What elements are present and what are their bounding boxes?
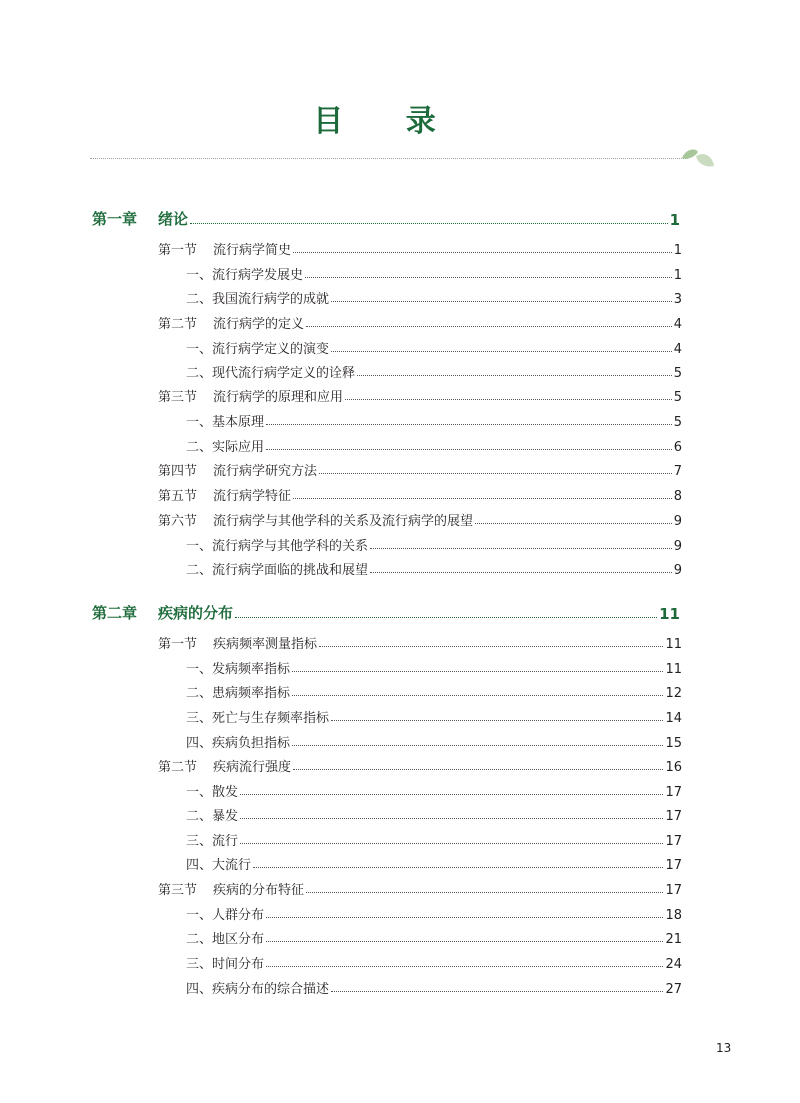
toc-entry-title: 一、基本原理 — [186, 415, 265, 430]
toc-page-number: 21 — [665, 932, 682, 947]
toc-entry-title: 一、发病频率指标 — [186, 662, 291, 677]
dot-leader — [266, 449, 672, 450]
toc-item-row[interactable] — [186, 655, 682, 677]
toc-entry-title: 一、流行病学发展史 — [186, 268, 304, 283]
toc-item-row[interactable] — [186, 901, 682, 923]
toc-entry-title: 二、现代流行病学定义的诠释 — [186, 366, 356, 381]
toc-entry-label — [186, 535, 368, 554]
toc-entry-label — [186, 362, 355, 381]
toc-page-number: 7 — [673, 464, 682, 479]
toc-item-row[interactable] — [186, 679, 682, 701]
toc-page-number: 8 — [673, 489, 682, 504]
toc-item-row[interactable] — [186, 827, 682, 849]
dot-leader — [370, 572, 672, 573]
toc-entry-title: 疾病流行强度 — [213, 760, 292, 775]
toc-entry-label — [186, 682, 290, 701]
dot-leader — [253, 867, 663, 868]
toc-page-number: 16 — [665, 760, 682, 775]
section-number: 第三节 — [158, 883, 198, 898]
toc-page-number: 17 — [665, 858, 682, 873]
toc-entry-title: 二、我国流行病学的成就 — [186, 292, 330, 307]
toc-chapter-row[interactable] — [92, 207, 680, 229]
toc-page-number: 1 — [673, 268, 682, 283]
toc-entry-title: 二、暴发 — [186, 809, 239, 824]
toc-item-row[interactable] — [186, 285, 682, 307]
section-number: 第五节 — [158, 489, 198, 504]
section-number: 第一节 — [158, 243, 198, 258]
toc-entry-label — [92, 208, 188, 229]
toc-entry-label — [186, 781, 238, 800]
toc-entry-label — [186, 732, 290, 751]
toc-entry-label — [186, 559, 368, 578]
toc-entry-label — [158, 386, 343, 405]
page-title: 目 录 — [313, 104, 462, 139]
toc-entry-title: 疾病的分布特征 — [213, 883, 305, 898]
toc-entry-label — [186, 904, 264, 923]
title-divider — [90, 158, 688, 159]
toc-entry-label — [186, 830, 238, 849]
toc-page-number: 17 — [665, 883, 682, 898]
toc-page-number: 12 — [665, 686, 682, 701]
dot-leader — [292, 671, 663, 672]
toc-page-number: 4 — [673, 342, 682, 357]
toc-page-number: 6 — [673, 440, 682, 455]
toc-entry-title: 流行病学特征 — [213, 489, 292, 504]
chapter-number: 第一章 — [92, 210, 138, 228]
dot-leader — [331, 301, 672, 302]
toc-entry-title: 二、流行病学面临的挑战和展望 — [186, 563, 369, 578]
section-number: 第一节 — [158, 637, 198, 652]
dot-leader — [266, 941, 663, 942]
toc-page-number: 5 — [673, 390, 682, 405]
section-number: 第六节 — [158, 514, 198, 529]
toc-entry-title: 一、流行病学与其他学科的关系 — [186, 539, 369, 554]
toc-entry-title: 二、患病频率指标 — [186, 686, 291, 701]
dot-leader — [357, 375, 672, 376]
toc-entry-title: 一、散发 — [186, 785, 239, 800]
dot-leader — [240, 794, 663, 795]
dot-leader — [240, 818, 663, 819]
toc-entry-label — [186, 854, 251, 873]
toc-page-number: 5 — [673, 415, 682, 430]
toc-entry-label — [186, 264, 303, 283]
dot-leader — [370, 548, 672, 549]
toc-section-row[interactable] — [158, 482, 682, 504]
toc-item-row[interactable] — [186, 851, 682, 873]
toc-page-number: 18 — [665, 908, 682, 923]
toc-section-row[interactable] — [158, 507, 682, 529]
toc-entry-title: 流行病学研究方法 — [213, 464, 318, 479]
toc-section-row[interactable] — [158, 383, 682, 405]
toc-entry-label — [186, 436, 264, 455]
page-number: 13 — [716, 1041, 732, 1055]
dot-leader — [331, 991, 663, 992]
toc-entry-label — [186, 338, 329, 357]
toc-page-number: 4 — [673, 317, 682, 332]
toc-entry-label — [158, 510, 473, 529]
toc-entry-label — [186, 288, 329, 307]
toc-section-row[interactable] — [158, 457, 682, 479]
section-number: 第四节 — [158, 464, 198, 479]
toc-section-row[interactable] — [158, 753, 682, 775]
toc-page-number: 17 — [665, 809, 682, 824]
toc-item-row[interactable] — [186, 556, 682, 578]
toc-page-number: 27 — [665, 982, 682, 997]
toc-page-number: 15 — [665, 736, 682, 751]
toc-page-number: 5 — [673, 366, 682, 381]
dot-leader — [292, 695, 663, 696]
toc-item-row[interactable] — [186, 408, 682, 430]
dot-leader — [293, 252, 672, 253]
toc-entry-label — [158, 239, 291, 258]
toc-entry-title: 流行病学的原理和应用 — [213, 390, 344, 405]
toc-entry-title: 流行病学简史 — [213, 243, 292, 258]
dot-leader — [331, 720, 663, 721]
dot-leader — [331, 351, 672, 352]
toc-page-number: 17 — [665, 785, 682, 800]
toc-page-number: 11 — [665, 637, 682, 652]
chapter-number: 第二章 — [92, 604, 138, 622]
toc-page-number: 11 — [659, 605, 680, 623]
toc-page-number: 1 — [669, 211, 680, 229]
toc-entry-title: 二、地区分布 — [186, 932, 265, 947]
dot-leader — [293, 769, 663, 770]
toc-item-row[interactable] — [186, 433, 682, 455]
toc-entry-title: 流行病学与其他学科的关系及流行病学的展望 — [213, 514, 474, 529]
dot-leader — [306, 892, 663, 893]
toc-entry-label — [158, 460, 317, 479]
dot-leader — [305, 277, 672, 278]
toc-page-number: 1 — [673, 243, 682, 258]
dot-leader — [345, 399, 672, 400]
toc-entry-title: 绪论 — [158, 210, 189, 228]
toc-item-row[interactable] — [186, 950, 682, 972]
toc-entry-title: 三、时间分布 — [186, 957, 265, 972]
toc-page-number: 14 — [665, 711, 682, 726]
toc-entry-label — [186, 411, 264, 430]
toc-section-row[interactable] — [158, 236, 682, 258]
toc-page-number: 17 — [665, 834, 682, 849]
toc-entry-label — [186, 928, 264, 947]
toc-entry-label — [186, 978, 329, 997]
section-number: 第三节 — [158, 390, 198, 405]
dot-leader — [235, 617, 657, 618]
dot-leader — [306, 326, 672, 327]
toc-chapter-row[interactable] — [92, 601, 680, 623]
toc-item-row[interactable] — [186, 729, 682, 751]
toc-item-row[interactable] — [186, 925, 682, 947]
toc-entry-label — [158, 756, 291, 775]
toc-item-row[interactable] — [186, 778, 682, 800]
toc-item-row[interactable] — [186, 359, 682, 381]
toc-entry-label — [158, 633, 317, 652]
dot-leader — [190, 223, 668, 224]
toc-page-number: 3 — [673, 292, 682, 307]
toc-page-number: 9 — [673, 539, 682, 554]
toc-entry-title: 一、人群分布 — [186, 908, 265, 923]
section-number: 第二节 — [158, 317, 198, 332]
toc-entry-title: 四、大流行 — [186, 858, 252, 873]
toc-item-row[interactable] — [186, 975, 682, 997]
toc-entry-title: 疾病频率测量指标 — [213, 637, 318, 652]
toc-item-row[interactable] — [186, 532, 682, 554]
toc-item-row[interactable] — [186, 335, 682, 357]
toc-entry-label — [158, 485, 291, 504]
toc-entry-title: 一、流行病学定义的演变 — [186, 342, 330, 357]
dot-leader — [319, 473, 672, 474]
toc-entry-label — [158, 313, 304, 332]
toc-item-row[interactable] — [186, 704, 682, 726]
toc-entry-label — [92, 602, 233, 623]
toc-item-row[interactable] — [186, 261, 682, 283]
toc-entry-title: 四、疾病负担指标 — [186, 736, 291, 751]
leaf-icon — [676, 142, 716, 172]
toc-entry-title: 四、疾病分布的综合描述 — [186, 982, 330, 997]
dot-leader — [266, 966, 663, 967]
dot-leader — [240, 843, 663, 844]
toc-entry-title: 流行病学的定义 — [213, 317, 305, 332]
toc-section-row[interactable] — [158, 876, 682, 898]
toc-entry-label — [186, 953, 264, 972]
toc-entry-label — [186, 658, 290, 677]
toc-section-row[interactable] — [158, 310, 682, 332]
toc-entry-label — [186, 707, 329, 726]
dot-leader — [292, 745, 663, 746]
dot-leader — [319, 646, 663, 647]
toc-entry-label — [186, 805, 238, 824]
dot-leader — [475, 523, 672, 524]
section-number: 第二节 — [158, 760, 198, 775]
toc-entry-title: 三、流行 — [186, 834, 239, 849]
dot-leader — [293, 498, 672, 499]
toc-entry-label — [158, 879, 304, 898]
dot-leader — [266, 424, 672, 425]
toc-page-number: 9 — [673, 563, 682, 578]
toc-page-number: 9 — [673, 514, 682, 529]
toc-item-row[interactable] — [186, 802, 682, 824]
toc-entry-title: 三、死亡与生存频率指标 — [186, 711, 330, 726]
toc-page-number: 24 — [665, 957, 682, 972]
toc-entry-title: 二、实际应用 — [186, 440, 265, 455]
toc-entry-title: 疾病的分布 — [158, 604, 234, 622]
toc-section-row[interactable] — [158, 630, 682, 652]
dot-leader — [266, 917, 663, 918]
toc-page-number: 11 — [665, 662, 682, 677]
